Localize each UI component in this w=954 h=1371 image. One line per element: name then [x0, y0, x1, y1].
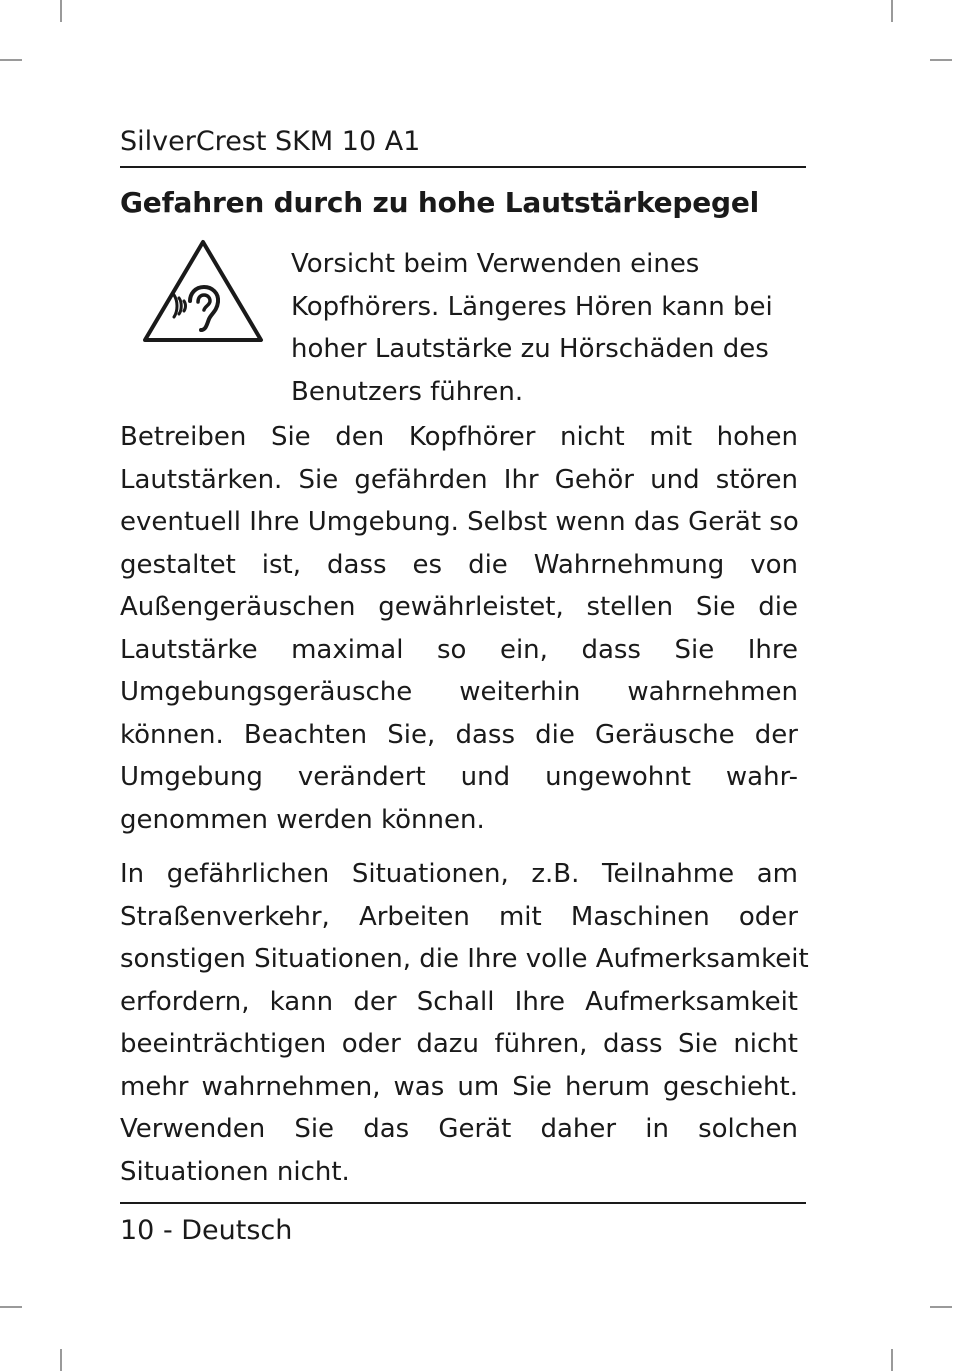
paragraph-line: Verwenden Sie das Gerät daher in solchen [120, 1114, 798, 1144]
paragraph-line: Außengeräuschen gewährleistet, stellen Sie die [120, 592, 798, 622]
crop-mark-bottom-right-side [930, 1306, 952, 1308]
page-header-title: SilverCrest SKM 10 A1 [120, 126, 421, 157]
warning-line: Benutzers führen. [291, 376, 524, 407]
footer-rule [120, 1202, 806, 1204]
paragraph-line: Situationen nicht. [120, 1156, 350, 1187]
warning-line: Kopfhörers. Längeres Hören kann bei [291, 291, 773, 322]
paragraph-line: können. Beachten Sie, dass die Geräusche der [120, 719, 798, 750]
warning-line: hoher Lautstärke zu Hörschäden des [291, 334, 769, 364]
paragraph-line: sonstigen Situationen, die Ihre volle Aufmerksamkeit [120, 944, 809, 974]
paragraph-line: eventuell Ihre Umgebung. Selbst wenn das Gerät so [120, 507, 799, 537]
crop-mark-top-left [60, 0, 62, 22]
warning-line: Vorsicht beim Verwenden eines [291, 249, 700, 279]
paragraph-line: erfordern, kann der Schall Ihre Aufmerksamkeit [120, 986, 798, 1017]
paragraph-line: Betreiben Sie den Kopfhörer nicht mit hohen [120, 422, 798, 452]
warning-text [291, 243, 791, 413]
crop-mark-bottom-left-side [0, 1306, 22, 1308]
paragraph-line: Lautstärke maximal so ein, dass Sie Ihre [120, 634, 798, 665]
paragraph-line: In gefährlichen Situationen, z.B. Teilnahme am [120, 859, 798, 889]
crop-mark-top-right-side [930, 59, 952, 61]
paragraph-line: Umgebung verändert und ungewohnt wahr- [120, 762, 798, 792]
crop-mark-bottom-right [891, 1349, 893, 1371]
paragraph-volume [120, 416, 798, 841]
crop-mark-top-right [891, 0, 893, 22]
paragraph-dangerous-situations [120, 853, 809, 1193]
page-footer-label: 10 - Deutsch [120, 1215, 293, 1246]
crop-mark-bottom-left [60, 1349, 62, 1371]
hearing-warning-icon [140, 236, 266, 346]
paragraph-line: genommen werden können. [120, 804, 485, 835]
paragraph-line: Straßenverkehr, Arbeiten mit Maschinen oder [120, 901, 798, 932]
paragraph-line: beeinträchtigen oder dazu führen, dass Sie nicht [120, 1029, 798, 1059]
section-heading: Gefahren durch zu hohe Lautstärkepegel [120, 186, 760, 219]
paragraph-line: Umgebungsgeräusche weiterhin wahrnehmen [120, 677, 798, 707]
crop-mark-top-left-side [0, 59, 22, 61]
paragraph-line: Lautstärken. Sie gefährden Ihr Gehör und stören [120, 464, 798, 495]
header-rule [120, 166, 806, 168]
paragraph-line: mehr wahrnehmen, was um Sie herum geschieht. [120, 1071, 798, 1102]
paragraph-line: gestaltet ist, dass es die Wahrnehmung von [120, 549, 798, 580]
